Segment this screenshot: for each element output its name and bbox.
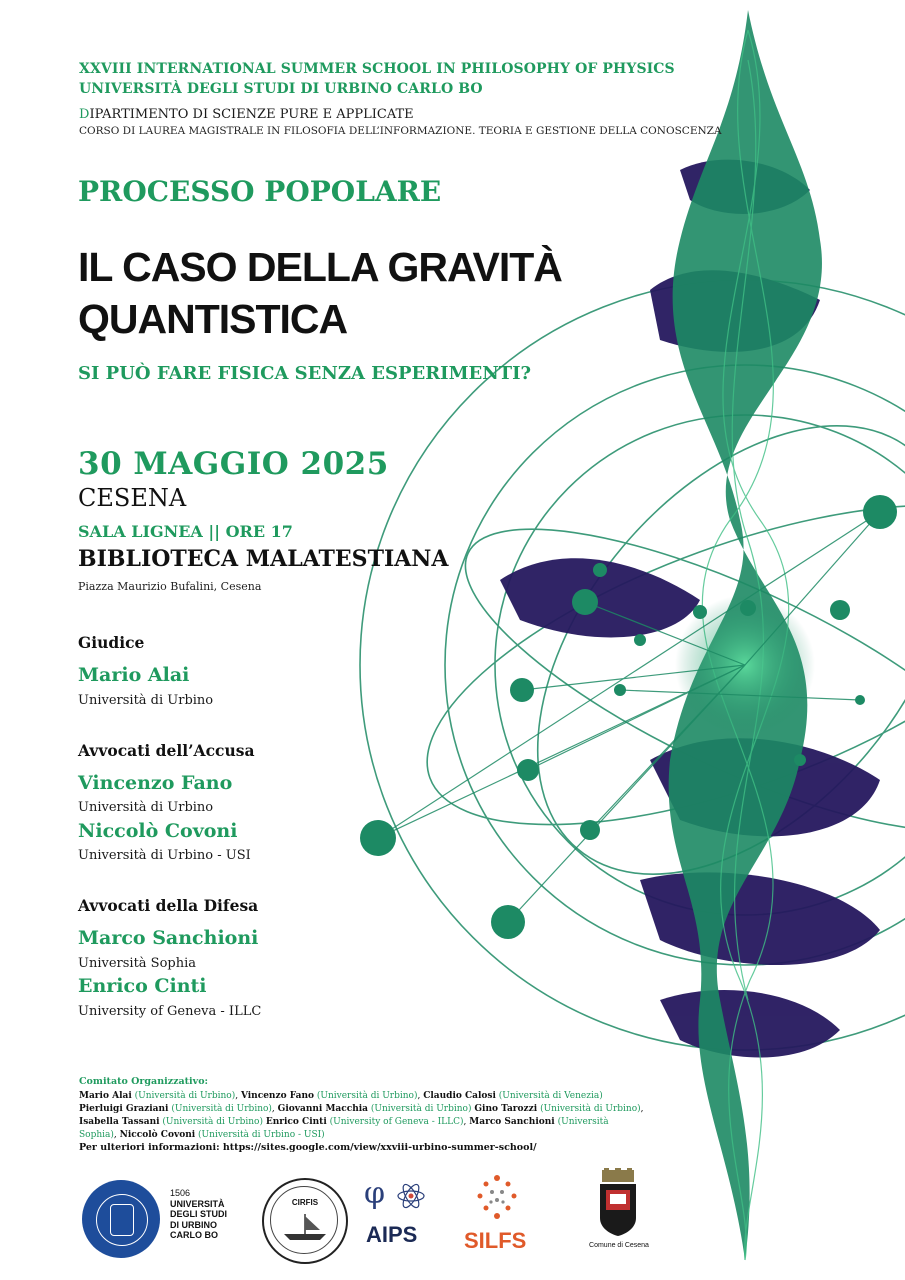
dots-icon [474,1174,520,1222]
ship-icon [282,1212,328,1242]
member-name: Enrico Cinti [265,1117,327,1127]
uniurb-line3: DI URBINO [170,1219,217,1230]
university-name: UNIVERSITÀ DEGLI STUDI DI URBINO CARLO BO [79,81,483,97]
difesa1-affiliation: Università Sophia [78,956,197,971]
cirfis-logo [262,1178,348,1264]
member-aff: (Università di Urbino - USI) [198,1130,325,1140]
cesena-label: Comune di Cesena [589,1242,649,1249]
uniurb-year: 1506 [170,1188,191,1198]
cesena-logo [586,1168,650,1258]
info-link[interactable]: Per ulteriori informazioni: https://sites.google.com/view/xxviii-urbino-summer-school/ [79,1142,537,1153]
member-aff: (Università di Urbino) [171,1104,272,1114]
member-aff: (Università di Urbino) [316,1091,418,1101]
event-city: CESENA [78,484,187,512]
course-name: CORSO DI LAUREA MAGISTRALE IN FILOSOFIA DELL’INFORMAZIONE. TEORIA E GESTIONE DELLA CONOSCENZA [79,125,722,137]
difesa2-name: Enrico Cinti [78,975,207,997]
uniurb-line2: DEGLI STUDI [170,1209,228,1219]
atom-icon [396,1182,426,1210]
member-name: Vincenzo Fano [240,1091,314,1101]
accusa1-affiliation: Università di Urbino [78,800,214,815]
department-rest: IPARTIMENTO DI SCIENZE PURE E APPLICATE [89,107,414,122]
coat-of-arms-icon [596,1168,640,1238]
member-name: Niccolò Covoni [119,1130,196,1140]
member-aff: (Università di Urbino) [540,1104,641,1114]
member-aff: (University of Geneva - ILLC) [329,1117,464,1127]
difesa-role: Avvocati della Difesa [78,896,259,915]
judge-name: Mario Alai [78,664,190,686]
department-initial: D [79,107,90,122]
event-date: 30 MAGGIO 2025 [78,446,389,482]
committee-label: Comitato Organizzativo: [79,1076,209,1087]
member-name: Mario Alai [79,1091,132,1101]
event-kicker: PROCESSO POPOLARE [78,175,442,208]
accusa-role: Avvocati dell’Accusa [78,741,255,760]
silfs-logo [462,1172,532,1258]
aips-logo [362,1176,432,1250]
event-venue: BIBLIOTECA MALATESTIANA [78,546,449,572]
member-name: Isabella Tassani [79,1117,160,1127]
aips-label: AIPS [366,1222,418,1247]
member-aff: (Università di Urbino) [134,1091,236,1101]
event-subtitle: SI PUÒ FARE FISICA SENZA ESPERIMENTI? [78,363,532,384]
uniurb-wordmark [170,1188,227,1241]
member-aff: (Università di Venezia) [498,1091,603,1101]
silfs-label: SILFS [464,1228,527,1253]
member-name: Marco Sanchioni [469,1117,555,1127]
department-name [79,107,414,122]
uniurb-seal-logo [82,1180,160,1258]
committee-list: Mario Alai (Università di Urbino), Vincenzo Fano (Università di Urbino), Claudio Calosi (Università di Venezia) Pierluigi Graziani (Università di Urbino), Giovanni Macchia (Università di Urbino) Gino Tarozzi (Università di Urbino), Isabella Tassani (Università di Urbino) Enrico Cinti (University of Geneva - ILLC), Marco Sanchioni (Università Sophia), Niccolò Covoni (Università di Urbino - USI) [79,1091,644,1140]
phi-icon: φ [364,1176,386,1211]
accusa2-name: Niccolò Covoni [78,820,238,842]
event-title-line2: QUANTISTICA [78,296,348,342]
member-name: Pierluigi Graziani [79,1104,169,1114]
member-name: Gino Tarozzi [474,1104,538,1114]
accusa2-affiliation: Università di Urbino - USI [78,848,251,863]
accusa1-name: Vincenzo Fano [78,772,233,794]
event-address: Piazza Maurizio Bufalini, Cesena [78,580,262,593]
judge-role: Giudice [78,633,145,652]
member-aff: (Università Sophia) [79,1117,609,1140]
event-title-line1: IL CASO DELLA GRAVITÀ [78,244,562,290]
judge-affiliation: Università di Urbino [78,693,214,708]
school-title: XXVIII INTERNATIONAL SUMMER SCHOOL IN PHILOSOPHY OF PHYSICS [79,61,675,77]
difesa2-affiliation: University of Geneva - ILLC [78,1004,262,1019]
uniurb-line1: UNIVERSITÀ [170,1198,225,1209]
difesa1-name: Marco Sanchioni [78,927,259,949]
event-room-time: SALA LIGNEA || ORE 17 [78,522,293,541]
member-name: Giovanni Macchia [277,1104,369,1114]
member-name: Claudio Calosi [423,1091,496,1101]
uniurb-line4: CARLO BO [170,1230,218,1240]
member-aff: (Università di Urbino) [162,1117,263,1127]
cirfis-label: CIRFIS [291,1198,319,1207]
member-aff: (Università di Urbino) [370,1104,472,1114]
